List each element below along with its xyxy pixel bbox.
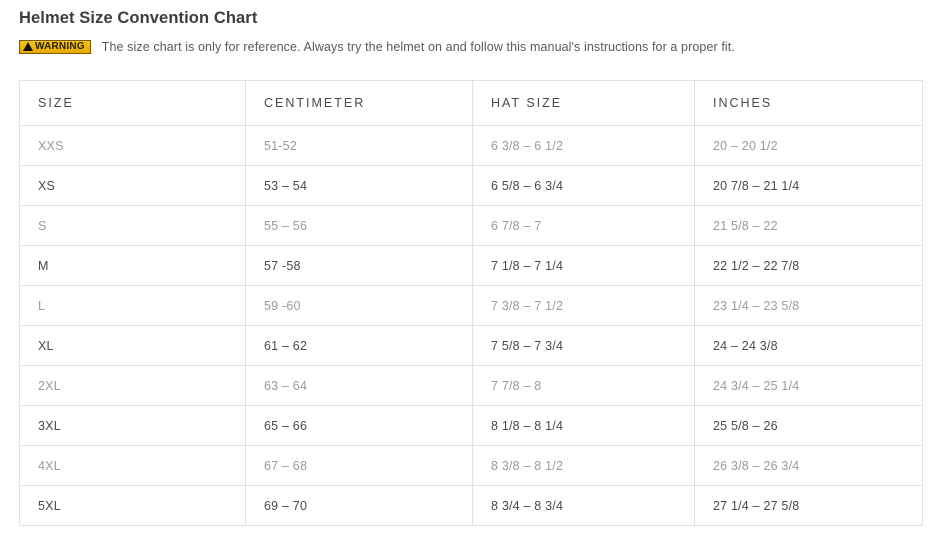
cell-centimeter: 69 – 70 [246,486,473,526]
cell-hat-size: 8 1/8 – 8 1/4 [473,406,695,446]
cell-size: XXS [20,126,246,166]
column-header-size: SIZE [20,81,246,126]
warning-badge-label: WARNING [35,41,85,52]
cell-size: S [20,206,246,246]
cell-centimeter: 51-52 [246,126,473,166]
warning-badge [19,40,91,54]
table-row [20,366,923,406]
cell-inches: 25 5/8 – 26 [695,406,923,446]
cell-inches: 24 3/4 – 25 1/4 [695,366,923,406]
cell-hat-size: 6 3/8 – 6 1/2 [473,126,695,166]
table-row [20,486,923,526]
cell-hat-size: 7 5/8 – 7 3/4 [473,326,695,366]
table-row [20,246,923,286]
size-chart-page [0,9,935,526]
column-header-inches: INCHES [695,81,923,126]
cell-centimeter: 53 – 54 [246,166,473,206]
column-header-centimeter: CENTIMETER [246,81,473,126]
cell-size: L [20,286,246,326]
cell-inches: 22 1/2 – 22 7/8 [695,246,923,286]
notice-text: The size chart is only for reference. Always try the helmet on and follow this manual's instructions for a proper fit. [101,40,735,54]
cell-size: 3XL [20,406,246,446]
cell-centimeter: 67 – 68 [246,446,473,486]
size-conversion-table [19,80,923,526]
table-row [20,206,923,246]
cell-hat-size: 6 5/8 – 6 3/4 [473,166,695,206]
cell-inches: 26 3/8 – 26 3/4 [695,446,923,486]
cell-hat-size: 7 3/8 – 7 1/2 [473,286,695,326]
table-row [20,326,923,366]
table-row [20,406,923,446]
page-title: Helmet Size Convention Chart [19,9,258,27]
cell-size: 5XL [20,486,246,526]
table-row [20,286,923,326]
warning-triangle-icon [23,42,33,51]
cell-hat-size: 7 1/8 – 7 1/4 [473,246,695,286]
table-row [20,126,923,166]
column-header-hat-size: HAT SIZE [473,81,695,126]
cell-hat-size: 8 3/8 – 8 1/2 [473,446,695,486]
cell-size: 2XL [20,366,246,406]
table-row [20,166,923,206]
cell-inches: 23 1/4 – 23 5/8 [695,286,923,326]
cell-centimeter: 55 – 56 [246,206,473,246]
cell-inches: 27 1/4 – 27 5/8 [695,486,923,526]
cell-centimeter: 59 -60 [246,286,473,326]
cell-inches: 21 5/8 – 22 [695,206,923,246]
cell-centimeter: 65 – 66 [246,406,473,446]
cell-inches: 20 7/8 – 21 1/4 [695,166,923,206]
cell-size: XL [20,326,246,366]
cell-size: M [20,246,246,286]
warning-notice [19,40,919,54]
cell-hat-size: 7 7/8 – 8 [473,366,695,406]
cell-centimeter: 61 – 62 [246,326,473,366]
table-row [20,446,923,486]
table-header-row [20,81,923,126]
cell-size: 4XL [20,446,246,486]
cell-inches: 20 – 20 1/2 [695,126,923,166]
cell-centimeter: 63 – 64 [246,366,473,406]
cell-centimeter: 57 -58 [246,246,473,286]
cell-size: XS [20,166,246,206]
cell-hat-size: 8 3/4 – 8 3/4 [473,486,695,526]
cell-inches: 24 – 24 3/8 [695,326,923,366]
cell-hat-size: 6 7/8 – 7 [473,206,695,246]
